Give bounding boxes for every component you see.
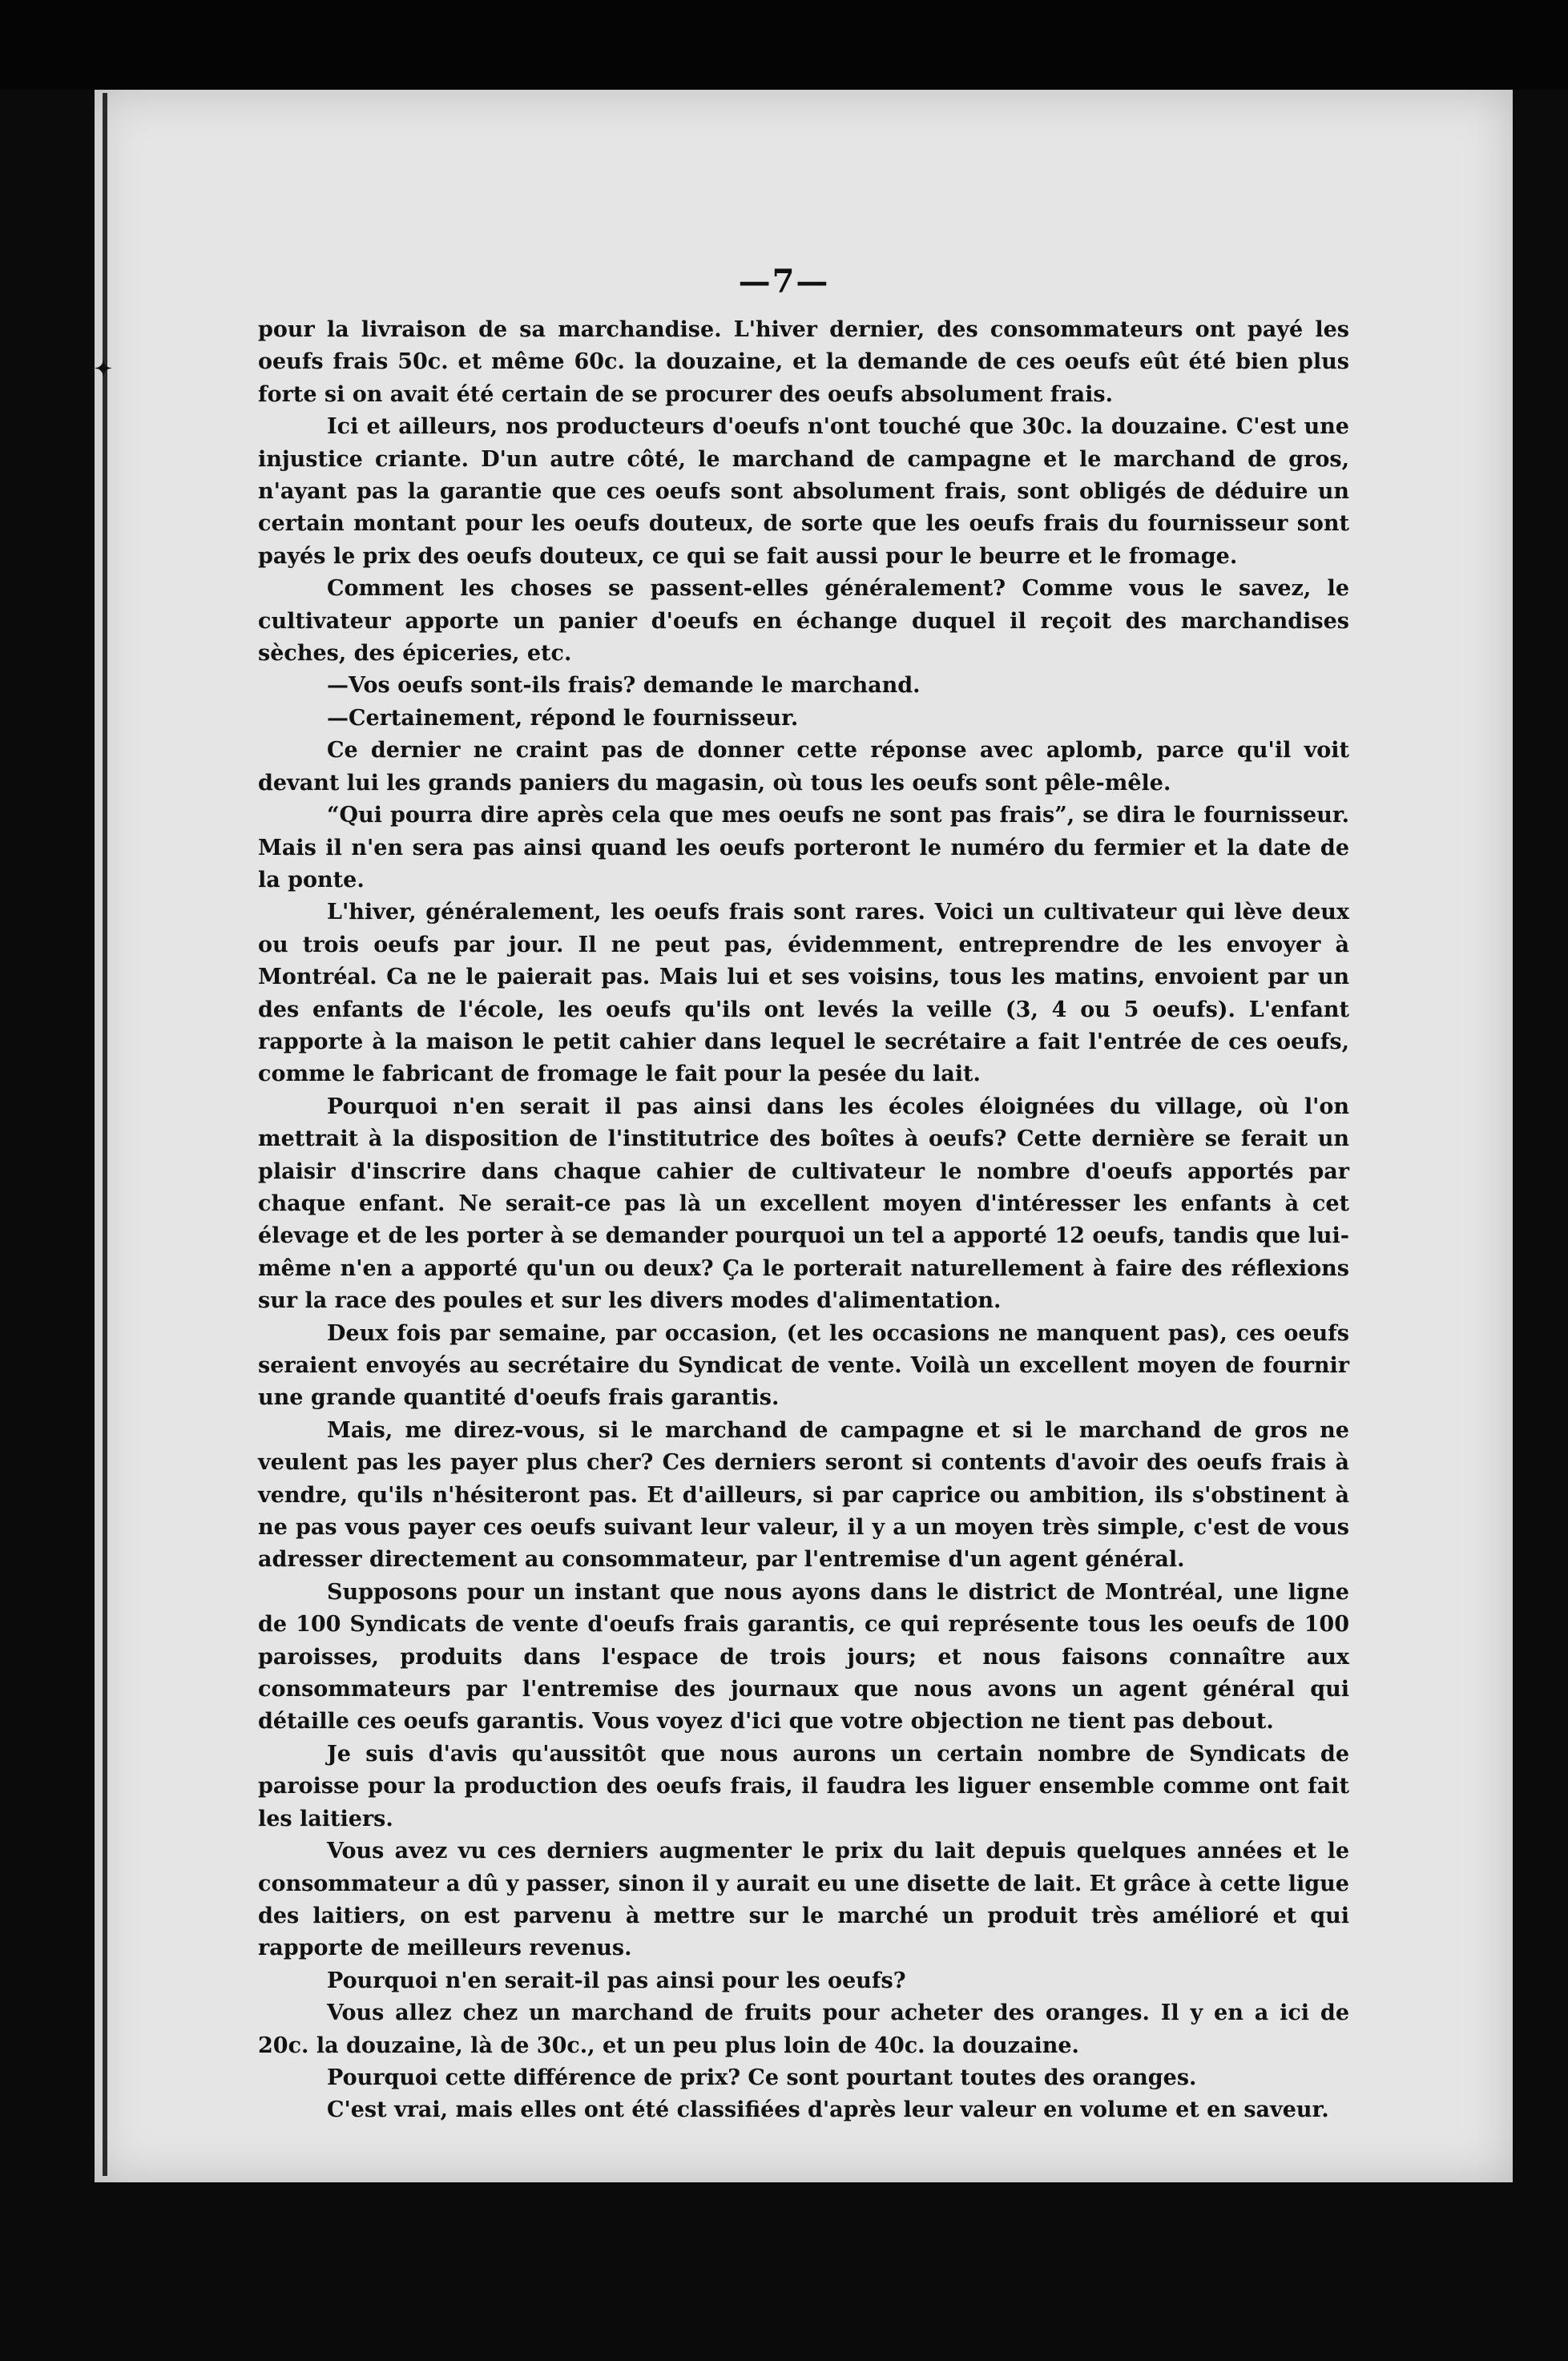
paragraph: Pourquoi n'en serait-il pas ainsi pour les oeufs? xyxy=(327,1968,906,1993)
paragraph: L'hiver, généralement, les oeufs frais sont rares. Voici un cultivateur qui lève deux ou trois oeufs par jour. Il ne peut pas, évidemment, entreprendre de les envoyer à Montréal. Ca ne le paierait pas. Mais lui et ses voisins, tous les matins, envoient par un des enfants de l'école, les oeufs qu'ils ont levés la veille (3, 4 ou 5 oeufs). L'enfant rapporte à la maison le petit cahier dans lequel le secrétaire a fait l'entrée de ces oeufs, comme le fabricant de fromage le fait pour la pesée du lait. xyxy=(258,900,1349,1087)
paragraph: C'est vrai, mais elles ont été classifiées d'après leur valeur en volume et en saveur. xyxy=(327,2097,1329,2123)
paragraph: Supposons pour un instant que nous ayons dans le district de Montréal, une ligne de 100 Syndicats de vente d'oeufs frais garantis, ce qui représente tous les oeufs de 100 paroisses, produits dans l'espace de trois jours; et nous faisons connaître aux consommateurs par l'entremise des journaux que nous avons un agent général qui détaille ces oeufs garantis. Vous voyez d'ici que votre objection ne tient pas debout. xyxy=(258,1579,1349,1734)
paragraph: —Vos oeufs sont-ils frais? demande le marchand. xyxy=(327,673,921,699)
page-spine-edge xyxy=(103,93,107,2176)
paragraph: Comment les choses se passent-elles généralement? Comme vous le savez, le cultivateur apporte un panier d'oeufs en échange duquel il reçoit des marchandises sèches, des épiceries, etc. xyxy=(258,576,1349,667)
paragraph: —Certainement, répond le fournisseur. xyxy=(327,705,799,731)
page-number: —7— xyxy=(738,263,830,300)
paragraph: Deux fois par semaine, par occasion, (et les occasions ne manquent pas), ces oeufs seraient envoyés au secrétaire du Syndicat de vente. Voilà un excellent moyen de fournir une grande quantité d'oeufs frais garantis. xyxy=(258,1320,1349,1411)
paragraph: Pourquoi n'en serait il pas ainsi dans les écoles éloignées du village, où l'on mettrait à la disposition de l'institutrice des boîtes à oeufs? Cette dernière se ferait un plaisir d'inscrire dans chaque cahier de cultivateur le nombre d'oeufs apportés par chaque enfant. Ne serait-ce pas là un excellent moyen d'intéresser les enfants à cet élevage et de les porter à se demander pourquoi un tel a apporté 12 oeufs, tandis que lui-même n'en a apporté qu'un ou deux? Ça le porterait naturellement à faire des réflexions sur la race des poules et sur les divers modes d'alimentation. xyxy=(258,1094,1349,1314)
paragraph: Vous allez chez un marchand de fruits pour acheter des oranges. Il y en a ici de 20c. la douzaine, là de 30c., et un peu plus loin de 40c. la douzaine. xyxy=(258,2000,1349,2058)
paragraph: Ce dernier ne craint pas de donner cette réponse avec aplomb, parce qu'il voit devant lui les grands paniers du magasin, où tous les oeufs sont pêle-mêle. xyxy=(258,738,1349,796)
paragraph: Je suis d'avis qu'aussitôt que nous aurons un certain nombre de Syndicats de paroisse pour la production des oeufs frais, il faudra les liguer ensemble comme ont fait les laitiers. xyxy=(258,1741,1349,1831)
scan-top-border xyxy=(0,0,1568,90)
paragraph: Ici et ailleurs, nos producteurs d'oeufs n'ont touché que 30c. la douzaine. C'est une injustice criante. D'un autre côté, le marchand de campagne et le marchand de gros, n'ayant pas la garantie que ces oeufs sont absolument frais, sont obligés de déduire un certain montant pour les oeufs douteux, de sorte que les oeufs frais du fournisseur sont payés le prix des oeufs douteux, ce qui se fait aussi pour le beurre et le fromage. xyxy=(258,414,1349,569)
body-text xyxy=(258,314,1349,2127)
paragraph: pour la livraison de sa marchandise. L'hiver dernier, des consommateurs ont payé les oeufs frais 50c. et même 60c. la douzaine, et la demande de ces oeufs eût été bien plus forte si on avait été certain de se procurer des oeufs absolument frais. xyxy=(258,317,1349,407)
margin-mark-left: ✦ xyxy=(95,357,112,381)
paragraph: Mais, me direz-vous, si le marchand de campagne et si le marchand de gros ne veulent pas les payer plus cher? Ces derniers seront si contents d'avoir des oeufs frais à vendre, qu'ils n'hésiteront pas. Et d'ailleurs, si par caprice ou ambition, ils s'obstinent à ne pas vous payer ces oeufs suivant leur valeur, il y a un moyen très simple, c'est de vous adresser directement au consommateur, par l'entremise d'un agent général. xyxy=(258,1417,1349,1573)
paragraph: Vous avez vu ces derniers augmenter le prix du lait depuis quelques années et le consommateur a dû y passer, sinon il y aurait eu une disette de lait. Et grâce à cette ligue des laitiers, on est parvenu à mettre sur le marché un produit très amélioré et qui rapporte de meilleurs revenus. xyxy=(258,1839,1349,1961)
paragraph: “Qui pourra dire après cela que mes oeufs ne sont pas frais”, se dira le fournisseur. Mais il n'en sera pas ainsi quand les oeufs porteront le numéro du fermier et la date de la ponte. xyxy=(258,803,1349,892)
paragraph: Pourquoi cette différence de prix? Ce sont pourtant toutes des oranges. xyxy=(327,2065,1197,2090)
